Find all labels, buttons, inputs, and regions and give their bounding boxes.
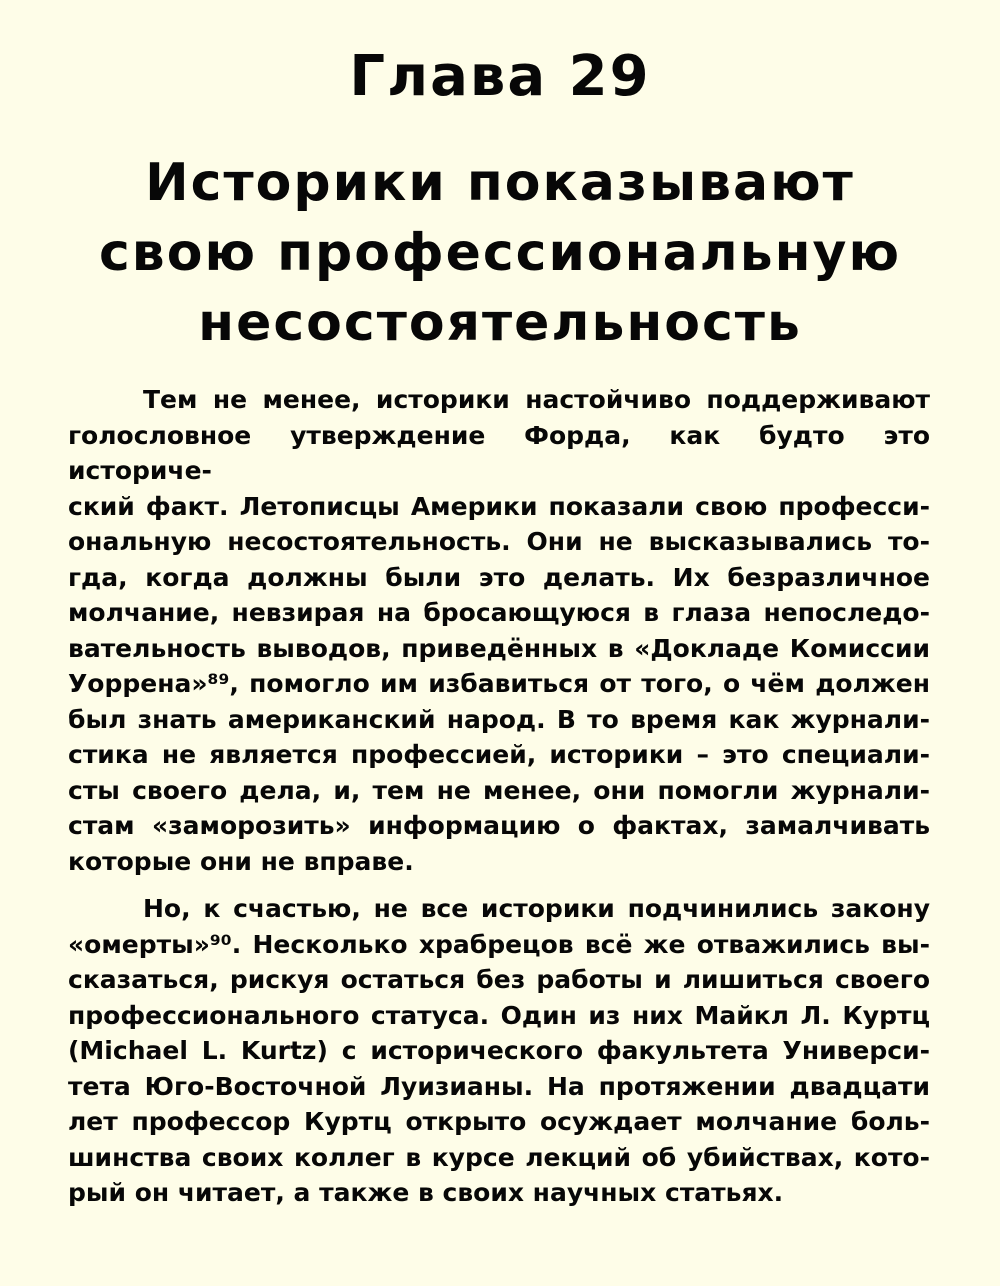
body-line: молчание, невзирая на бросающуюся в глаза непоследо- bbox=[68, 598, 930, 627]
body-line: Тем не менее, историки настойчиво поддерживают bbox=[143, 385, 930, 414]
body-line: шинства своих коллег в курсе лекций об убийствах, кото- bbox=[68, 1142, 930, 1172]
body-line: сты своего дела, и, тем не менее, они помогли журнали- bbox=[68, 775, 930, 805]
body-line: стам «заморозить» информацию о фактах, замалчивать bbox=[68, 811, 930, 840]
body-line: Но, к счастью, не все историки подчинились закону bbox=[143, 894, 930, 923]
body-line: ональную несостоятельность. Они не высказывались то- bbox=[68, 527, 930, 556]
chapter-title-line: свою профессиональную bbox=[98, 223, 902, 283]
body-line-footnote-90: «омерты»⁹⁰. Несколько храбрецов всё же отважились вы- bbox=[68, 929, 930, 959]
paragraph-2 bbox=[68, 891, 930, 1211]
body-line: профессионального статуса. Один из них Майкл Л. Куртц bbox=[68, 1000, 930, 1030]
body-line: которые они не вправе. bbox=[68, 846, 414, 876]
body-text bbox=[68, 382, 930, 1211]
chapter-title-line: Историки показывают bbox=[145, 153, 855, 213]
body-line: был знать американский народ. В то время как журнали- bbox=[68, 704, 930, 734]
body-line: сказаться, рискуя остаться без работы и лишиться своего bbox=[68, 965, 930, 994]
body-line: гда, когда должны были это делать. Их безразличное bbox=[68, 562, 930, 592]
paragraph-1 bbox=[68, 382, 930, 879]
body-line: стика не является профессией, историки – это специали- bbox=[68, 740, 930, 769]
body-line: рый он читает, а также в своих научных статьях. bbox=[68, 1178, 784, 1207]
body-line-footnote-89: Уоррена»⁸⁹, помогло им избавиться от того, о чём должен bbox=[68, 669, 930, 698]
body-line: вательность выводов, приведённых в «Докладе Комиссии bbox=[68, 633, 930, 663]
chapter-number-heading: Глава 29 bbox=[349, 44, 651, 109]
body-line: тета Юго-Восточной Луизианы. На протяжении двадцати bbox=[68, 1071, 930, 1101]
chapter-title-line: несостоятельность bbox=[198, 293, 802, 353]
body-line: (Michael L. Kurtz) с исторического факультета Универси- bbox=[68, 1036, 930, 1065]
body-line: голословное утверждение Форда, как будто это историче- bbox=[68, 420, 930, 485]
chapter-title bbox=[0, 148, 1000, 358]
body-line: ский факт. Летописцы Америки показали свою професси- bbox=[68, 491, 930, 521]
body-line: лет профессор Куртц открыто осуждает молчание боль- bbox=[68, 1107, 930, 1136]
